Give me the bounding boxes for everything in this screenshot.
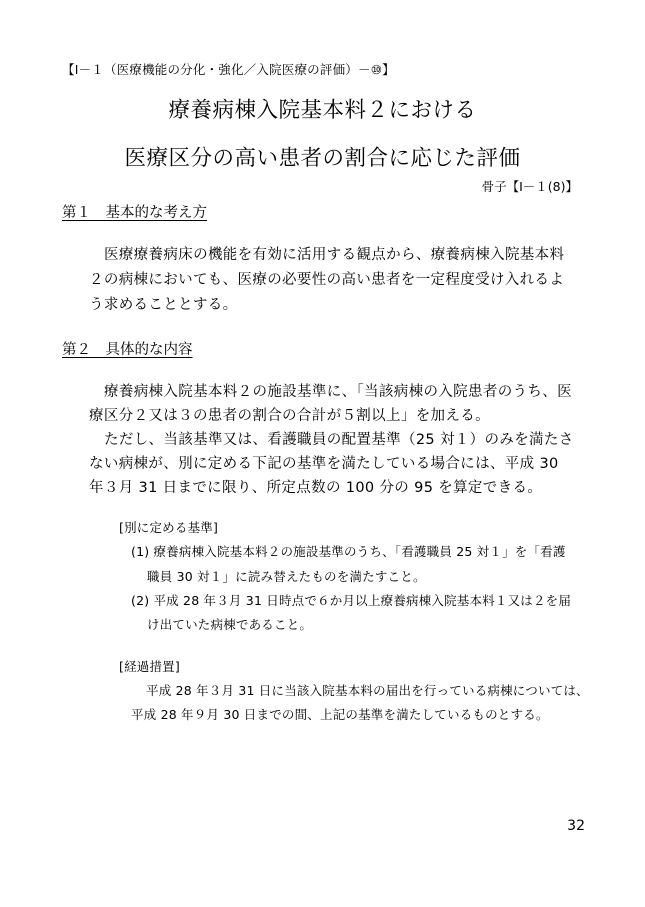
page-title-line-1: 療養病棟入院基本料２における bbox=[168, 98, 477, 123]
criteria-item-1-line: 職員 30 対１」に読み替えたものを満たすこと。 bbox=[147, 569, 426, 584]
criteria-heading: [別に定める基準] bbox=[119, 520, 219, 535]
section-2-line: 年３月 31 日までに限り、所定点数の 100 分の 95 を算定できる。 bbox=[89, 480, 543, 496]
section-1-line: ２の病棟においても、医療の必要性の高い患者を一定程度受け入れるよ bbox=[89, 272, 565, 288]
transitional-measure-line: 平成 28 年９月 30 日までの間、上記の基準を満たしているものとする。 bbox=[131, 707, 549, 722]
criteria-item-2-line: け出ていた病棟であること。 bbox=[147, 617, 313, 632]
section-1-line: 医療療養病床の機能を有効に活用する観点から、療養病棟入院基本料 bbox=[104, 247, 565, 263]
section-2-line: 療養病棟入院基本料２の施設基準に、「当該病棟の入院患者のうち、医 bbox=[104, 384, 572, 400]
section-2-line: 療区分２又は３の患者の割合の合計が５割以上」を加える。 bbox=[89, 408, 490, 424]
page-number: 32 bbox=[567, 818, 585, 834]
transitional-measure-line: 平成 28 年３月 31 日に当該入院基本料の届出を行っている病棟については、 bbox=[146, 683, 589, 698]
section-2-heading: 第２ 具体的な内容 bbox=[62, 342, 193, 358]
section-2-line: ない病棟が、別に定める下記の基準を満たしている場合には、平成 30 bbox=[89, 456, 559, 472]
criteria-item-1-line: (1) 療養病棟入院基本料２の施設基準のうち、「看護職員 25 対１」を「看護 bbox=[131, 544, 566, 559]
page-title-line-2: 医療区分の高い患者の割合に応じた評価 bbox=[124, 146, 521, 171]
criteria-item-2-line: (2) 平成 28 年３月 31 日時点で６か月以上療養病棟入院基本料１又は２を届 bbox=[131, 593, 572, 608]
section-2-line: ただし、当該基準又は、看護職員の配置基準（25 対１）のみを満たさ bbox=[104, 432, 574, 448]
outline-reference: 骨子【Ⅰ－１(8)】 bbox=[481, 179, 578, 194]
section-tag: 【Ⅰ－１（医療機能の分化・強化／入院医療の評価）－⑩】 bbox=[62, 62, 395, 77]
transitional-measure-heading: [経過措置] bbox=[119, 659, 180, 674]
section-1-line: う求めることとする。 bbox=[89, 297, 238, 313]
section-1-heading: 第１ 基本的な考え方 bbox=[62, 205, 207, 221]
